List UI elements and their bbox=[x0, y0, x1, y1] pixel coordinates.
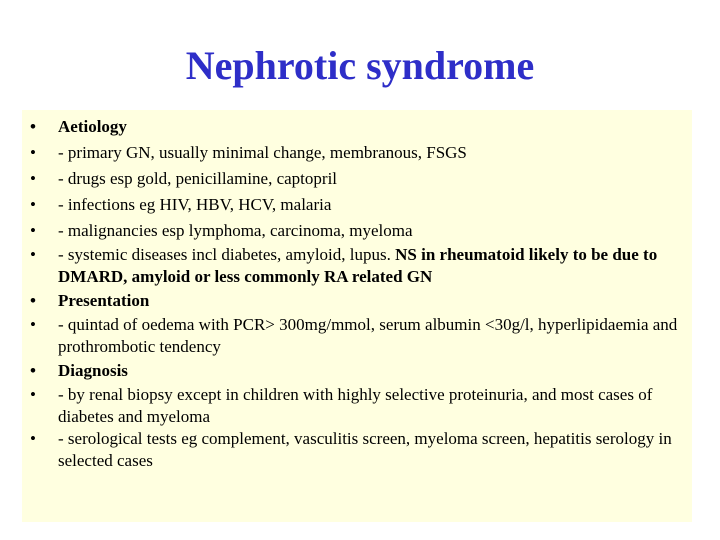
bullet-text-bold: NS in rheumatoid likely to be due to DMARD, amyloid or less commonly RA related GN bbox=[58, 245, 658, 286]
bullet-text: - primary GN, usually minimal change, membranous, FSGS bbox=[58, 143, 467, 162]
bullet-icon: • bbox=[30, 221, 36, 240]
bullet-text: - systemic diseases incl diabetes, amyloid, lupus. bbox=[58, 245, 396, 264]
content-box bbox=[22, 110, 692, 522]
bullet-text: - drugs esp gold, penicillamine, captopril bbox=[58, 169, 338, 188]
bullet-icon: • bbox=[30, 385, 36, 404]
bullet-icon: • bbox=[30, 361, 36, 380]
bullet-item-systemic bbox=[22, 244, 692, 288]
bullet-icon: • bbox=[30, 117, 36, 136]
bullet-icon: • bbox=[30, 245, 36, 264]
bullet-text: - by renal biopsy except in children with highly selective proteinuria, and most cases of diabetes and myeloma bbox=[58, 385, 653, 426]
bullet-item-aetiology bbox=[22, 114, 692, 140]
bullet-text: - malignancies esp lymphoma, carcinoma, myeloma bbox=[58, 221, 413, 240]
bullet-item-quintad bbox=[22, 314, 692, 358]
bullet-icon: • bbox=[30, 291, 36, 310]
bullet-item-renal-biopsy bbox=[22, 384, 692, 428]
bullet-text: Diagnosis bbox=[58, 361, 128, 380]
slide-title: Nephrotic syndrome bbox=[185, 43, 535, 88]
bullet-text: Presentation bbox=[58, 291, 150, 310]
bullet-list bbox=[22, 110, 692, 472]
bullet-icon: • bbox=[30, 195, 36, 214]
bullet-text: Aetiology bbox=[58, 117, 127, 136]
bullet-item-diagnosis bbox=[22, 358, 692, 384]
bullet-item-primary-gn bbox=[22, 140, 692, 166]
bullet-item-infections bbox=[22, 192, 692, 218]
bullet-text: - serological tests eg complement, vasculitis screen, myeloma screen, hepatitis serology in selected cases bbox=[58, 429, 672, 470]
bullet-item-presentation bbox=[22, 288, 692, 314]
bullet-item-drugs bbox=[22, 166, 692, 192]
bullet-icon: • bbox=[30, 169, 36, 188]
bullet-text: - quintad of oedema with PCR> 300mg/mmol, serum albumin <30g/l, hyperlipidaemia and prothrombotic tendency bbox=[58, 315, 678, 356]
bullet-text: - infections eg HIV, HBV, HCV, malaria bbox=[58, 195, 332, 214]
bullet-icon: • bbox=[30, 143, 36, 162]
bullet-icon: • bbox=[30, 315, 36, 334]
bullet-item-serological bbox=[22, 428, 692, 472]
bullet-icon: • bbox=[30, 429, 36, 448]
bullet-item-malignancies bbox=[22, 218, 692, 244]
